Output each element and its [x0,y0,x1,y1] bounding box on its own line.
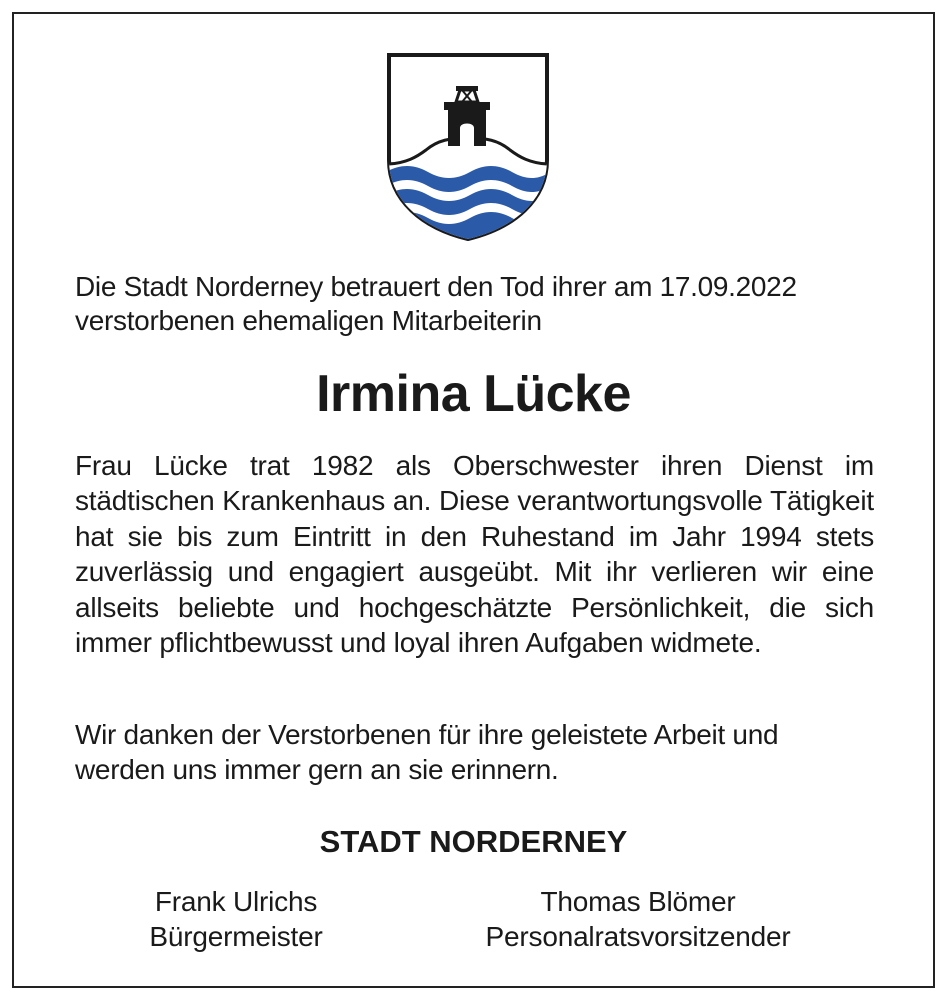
signatory-title: Bürgermeister [149,921,323,952]
signatory-title: Personalratsvorsitzender [485,921,791,952]
signatory-name: Thomas Blömer [540,886,736,917]
signatory-name: Frank Ulrichs [154,886,318,917]
thanks-line-2: werden uns immer gern an sie erinnern. [75,754,559,785]
intro-text [75,270,875,338]
obituary-body: Frau Lücke trat 1982 als Oberschwester ihren Dienst im städtischen Krankenhaus an. Diese verantwortungsvolle Tätigkeit hat sie bis zum Eintritt in den Ruhestand im Jahr 1994 stets zuverlässig und engagiert ausgeübt. Mit ihr verlieren wir eine allseits beliebte und hochgeschätzte Persönlichkeit, die sich immer pflichtbewusst und loyal ihren Aufgaben widmete. [75,450,874,659]
organization-name: STADT NORDERNEY [319,824,628,859]
signatory-council-chair [448,884,828,954]
signatory-mayor [120,884,352,954]
norderney-coat-of-arms-icon [386,52,550,242]
deceased-name: Irmina Lücke [316,365,631,423]
intro-line-1: Die Stadt Norderney betrauert den Tod ihrer am 17.09.2022 [75,271,797,302]
thanks-text [75,717,875,787]
thanks-line-1: Wir danken der Verstorbenen für ihre geleistete Arbeit und [75,719,779,750]
intro-line-2: verstorbenen ehemaligen Mitarbeiterin [75,305,542,336]
